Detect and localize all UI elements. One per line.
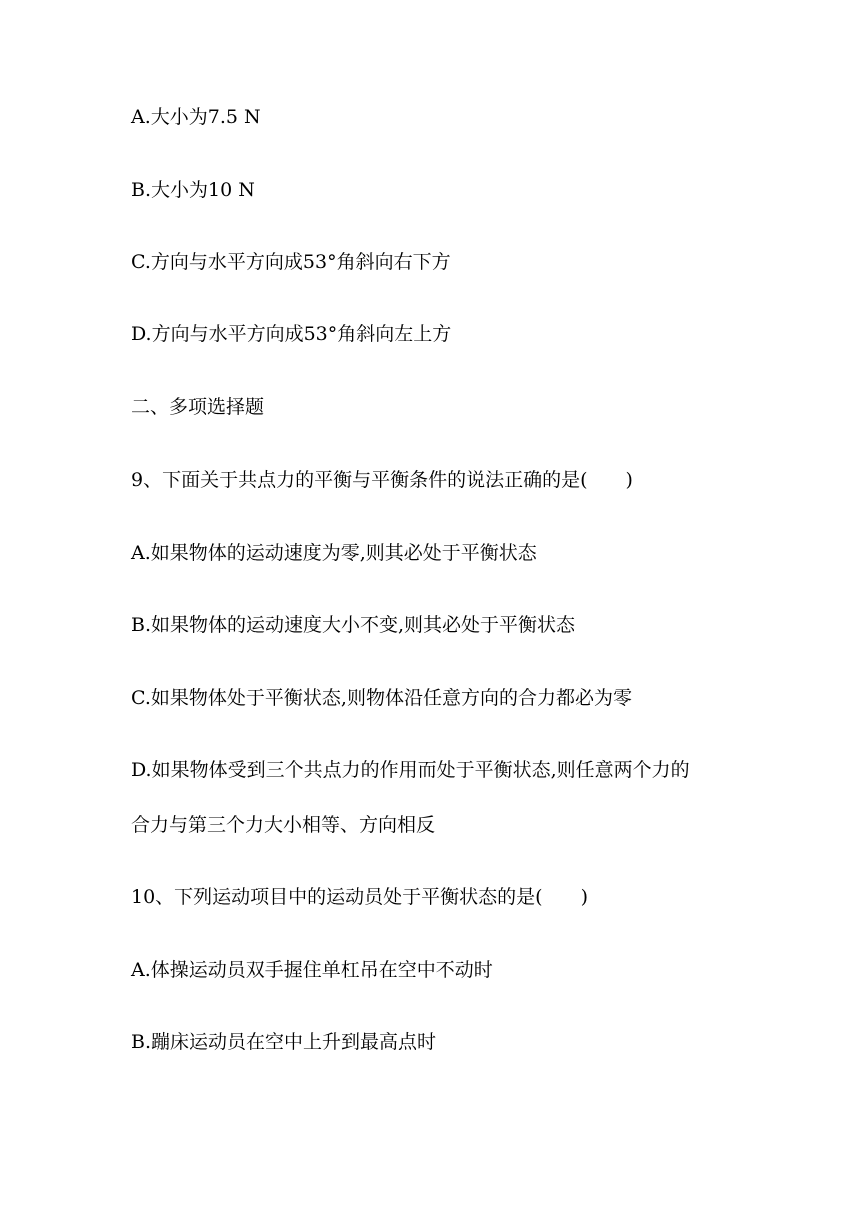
- q9-option-d-line1: D.如果物体受到三个共点力的作用而处于平衡状态,则任意两个力的: [131, 759, 690, 781]
- q10-option-b: B.蹦床运动员在空中上升到最高点时: [131, 1031, 437, 1053]
- q10-stem: 10、下列运动项目中的运动员处于平衡状态的是( ): [131, 886, 589, 908]
- q8-option-b: B.大小为10 N: [131, 179, 255, 201]
- q8-option-c: C.方向与水平方向成53°角斜向右下方: [131, 251, 451, 273]
- q8-option-d: D.方向与水平方向成53°角斜向左上方: [131, 323, 452, 345]
- q9-stem: 9、下面关于共点力的平衡与平衡条件的说法正确的是( ): [131, 469, 633, 491]
- q10-option-a: A.体操运动员双手握住单杠吊在空中不动时: [131, 959, 493, 981]
- q9-option-c: C.如果物体处于平衡状态,则物体沿任意方向的合力都必为零: [131, 687, 632, 709]
- q9-option-d-line2: 合力与第三个力大小相等、方向相反: [131, 814, 436, 836]
- q8-option-a: A.大小为7.5 N: [131, 106, 261, 128]
- section-heading: 二、多项选择题: [131, 396, 265, 418]
- q9-option-b: B.如果物体的运动速度大小不变,则其必处于平衡状态: [131, 614, 576, 636]
- q9-option-a: A.如果物体的运动速度为零,则其必处于平衡状态: [131, 542, 537, 564]
